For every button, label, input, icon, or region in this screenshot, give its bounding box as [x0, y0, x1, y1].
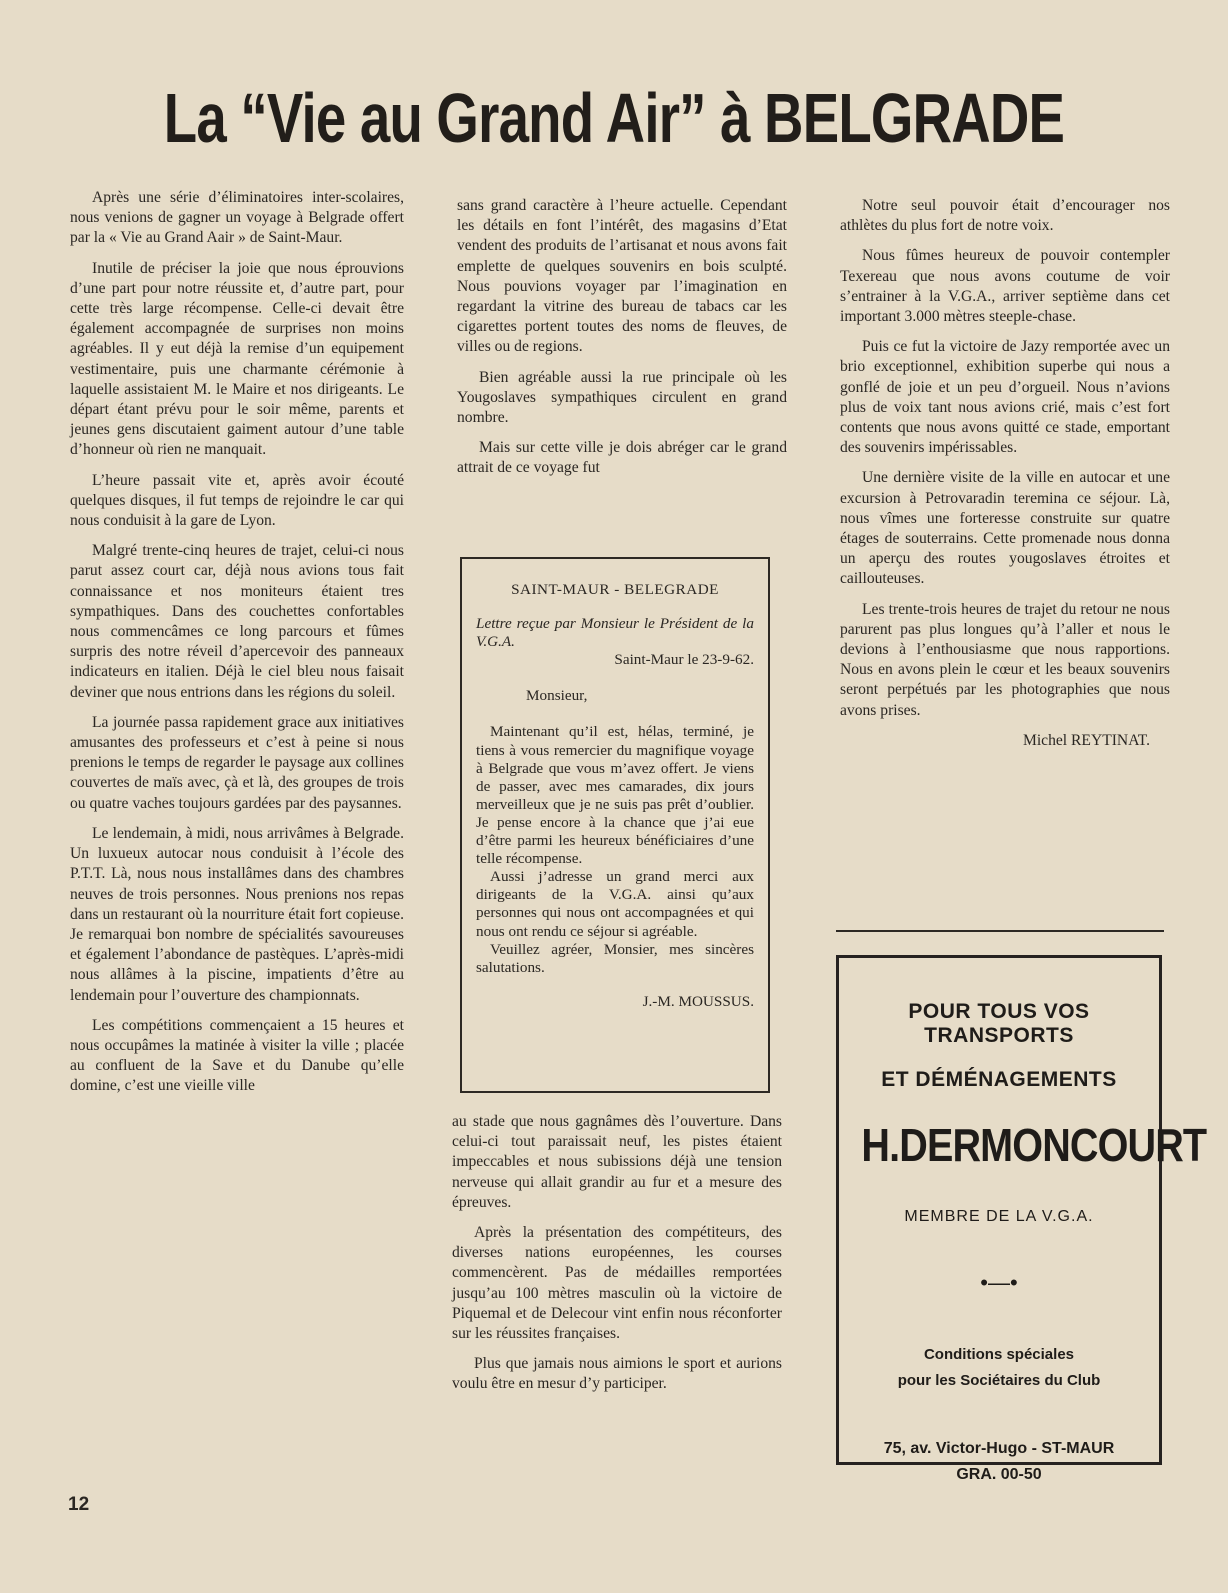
paragraph: La journée passa rapidement grace aux initiatives amusantes des professeurs et c’est à peine si nous prenions le temps de regarder le paysage aux collines couvertes de maïs avec, çà et là, des groupes de trois ou quatre vaches toujours gardées par des paysannes. [70, 713, 404, 812]
letter-signature: J.-M. MOUSSUS. [642, 992, 754, 1010]
paragraph: Malgré trente-cinq heures de trajet, celui-ci nous parut assez court car, déjà nous avions tous fait connaissance et nos moniteurs étaient tres sympathiques. Dans des couchettes confortables nous commencâmes ce long parcours et fûmes surpris des notre réveil d’apercevoir des panneaux indicateurs en italien. Déjà le ciel bleu nous faisait deviner que nous entrions dans les régions du soleil. [70, 542, 404, 701]
author-signature: Michel REYTINAT. [1022, 731, 1150, 749]
paragraph: Les compétitions commençaient a 15 heures et nous occupâmes la matinée à visiter la ville ; placée au confluent de la Save et du Danube qu’elle domine, c’est une vieille ville [70, 1016, 404, 1095]
column-1 [70, 188, 404, 1107]
paragraph: Inutile de préciser la joie que nous éprouvions d’une part pour notre réussite et, d’autre part, pour cette très large récompense. Celle-ci devait être également accompagnée de surprises non moins agréables. Il y eut déjà la remise d’un equipement vestimentaire, puis une charmante cérémonie à laquelle assistaient M. le Maire et nos dirigeants. Le départ étant prévu pour le soir même, parents et jeunes gens discutaient gaiment autour d’une table d’honneur où rien ne manquait. [70, 259, 404, 459]
ad-conditions [839, 1342, 1159, 1394]
ad-conditions-line-2: pour les Sociétaires du Club [897, 1372, 1101, 1389]
paragraph: au stade que nous gagnâmes dès l’ouverture. Dans celui-ci tout paraissait neuf, les pistes étaient impeccables et nous subissions déjà une tension nerveuse qui allait grandir au fur et a mesure des épreuves. [452, 1113, 782, 1211]
ad-membership: MEMBRE DE LA V.G.A. [904, 1208, 1094, 1225]
divider [836, 930, 1164, 932]
paragraph: Le lendemain, à midi, nous arrivâmes à Belgrade. Un luxueux autocar nous conduisit à l’école des P.T.T. Là, nous nous installâmes dans des chambres neuves de trois personnes. Nous prenions nos repas dans un restaurant où la nourriture était fort copieuse. Je remarquai bon nombre de spécialités savoureuses et également l’abondance de pastèques. L’après-midi nous allâmes à la piscine, impatients d’être au lendemain pour l’ouverture des championnats. [70, 824, 404, 1004]
letter-body [476, 723, 754, 976]
column-2-bottom [452, 1112, 782, 1405]
column-2-top [457, 196, 787, 489]
ad-line-2: ET DÉMÉNAGEMENTS [881, 1068, 1117, 1091]
paragraph: Bien agréable aussi la rue principale où les Yougoslaves sympathiques circulent en grand nombre. [457, 368, 787, 427]
paragraph: Plus que jamais nous aimions le sport et aurions voulu être en mesur d’y participer. [452, 1355, 782, 1393]
ad-address: 75, av. Victor-Hugo - ST-MAUR [883, 1440, 1115, 1457]
paragraph: L’heure passait vite et, après avoir écouté quelques disques, il fut temps de rejoindre le car qui nous conduisit à la gare de Lyon. [70, 471, 404, 530]
letter-heading: SAINT-MAUR - BELEGRADE [511, 581, 719, 598]
paragraph: Après la présentation des compétiteurs, des diverses nations européennes, les courses commencèrent. Pas de médailles remportées jusqu’au 100 mètres masculin où la victoire de Piquemal et de Delecour vint enfin nous réconforter sur les réussites françaises. [452, 1224, 782, 1343]
ad-company-name: H.DERMONCOURT [861, 1119, 1207, 1171]
paragraph: Les trente-trois heures de trajet du retour ne nous parurent pas plus longues qu’à l’aller et nous le devions à l’enthousiasme que nous rapportions. Nous en avons plein le cœur et les beaux souvenirs seront perpétués par les photographies que nous avons prises. [840, 600, 1170, 719]
ad-contact [839, 1436, 1159, 1488]
letter-subheading: Lettre reçue par Monsieur le Président de la V.G.A. [476, 615, 754, 651]
paragraph: Une dernière visite de la ville en autocar et une excursion à Petrovaradin teremina ce séjour. Là, nous vîmes une forteresse construite sur quatre étages de souterrains. Cette promenade nous donna un aperçu des routes yougoslaves étroites et caillouteuses. [840, 469, 1170, 588]
ad-conditions-line-1: Conditions spéciales [923, 1346, 1075, 1363]
article-title: La “Vie au Grand Air” à BELGRADE [163, 79, 1065, 157]
ad-line-1: POUR TOUS VOS TRANSPORTS [908, 1000, 1090, 1047]
column-3 [840, 196, 1170, 751]
letter-box [460, 557, 770, 1093]
paragraph: Après une série d’éliminatoires inter-scolaires, nous venions de gagner un voyage à Belgrade offert par la « Vie au Grand Aair » de Saint-Maur. [70, 189, 404, 247]
page-number: 12 [68, 1494, 90, 1515]
letter-date: Saint-Maur le 23-9-62. [614, 651, 754, 669]
ad-phone: GRA. 00-50 [956, 1466, 1042, 1483]
paragraph: Notre seul pouvoir était d’encourager nos athlètes du plus fort de notre voix. [840, 197, 1170, 235]
letter-paragraph: Maintenant qu’il est, hélas, terminé, je tiens à vous remercier du magnifique voyage à Belgrade que vous m’avez offert. Je viens de passer, avec mes camarades, dix jours merveilleux que je ne suis pas prêt d’oublier. Je pense encore à la chance que j’ai eue d’être parmi les heureux bénéficiaires d’une telle récompense. [476, 723, 754, 868]
paragraph: Nous fûmes heureux de pouvoir contempler Texereau que nous avons coutume de voir s’entrainer à la V.G.A., arriver septième dans cet important 3.000 mètres steeple-chase. [840, 247, 1170, 326]
paragraph: Puis ce fut la victoire de Jazy remportée avec un brio exceptionnel, exhibition superbe qui nous a gonflé de joie et un peu d’orgueil. Nous n’avions plus de voix tant nous avions crié, mais c’est fort contents que nous avons quitté ce stade, emportant des souvenirs impérissables. [840, 338, 1170, 457]
advertisement [836, 955, 1207, 1483]
letter-paragraph: Veuillez agréer, Monsier, mes sincères salutations. [476, 940, 754, 976]
letter-paragraph: Aussi j’adresse un grand merci aux dirigeants de la V.G.A. ainsi qu’aux personnes qui nous ont accompagnées et qui nous ont rendu ce séjour si agréable. [476, 868, 754, 940]
ornament-icon: •—• [980, 1270, 1018, 1295]
paragraph: Mais sur cette ville je dois abréger car le grand attrait de ce voyage fut [457, 439, 787, 477]
paragraph: sans grand caractère à l’heure actuelle. Cependant les détails en font l’intérêt, des magasins d’Etat vendent des produits de l’artisanat et nous avons fait emplette de quelques souvenirs en bois sculpté. Nous pouvions voyager par l’imagination en regardant la vitrine des bureau de tabacs car les cigarettes portent toutes des noms de fleuves, de villes ou de regions. [457, 197, 787, 356]
letter-salutation: Monsieur, [526, 687, 588, 705]
